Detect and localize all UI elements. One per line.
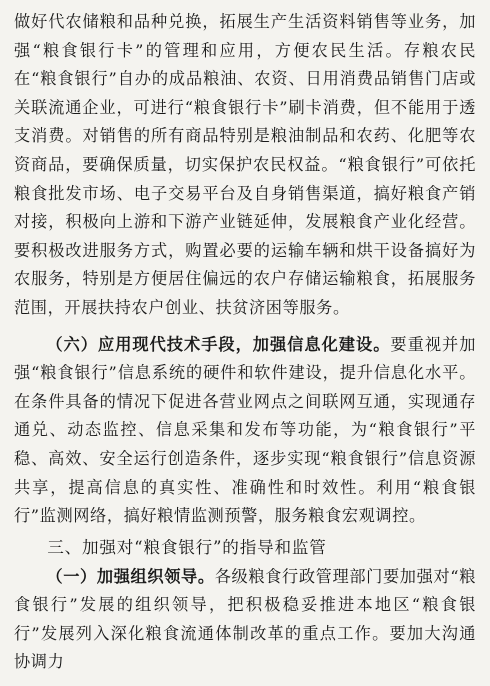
- paragraph-informatization-text: 要重视并加强“粮食银行”信息系统的硬件和软件建设，提升信息化水平。在条件具备的情况下促进各营业网点之间联网互通，实现通存通兑、动态监控、信息采集和发布等功能，为“粮食银行”平稳、高效、安全运行创造条件，逐步实现“粮食银行”信息资源共享，提高信息的真实性、准确性和时效性。利用“粮食银行”监测网络，搞好粮情监测预警，服务粮食宏观调控。: [14, 334, 477, 526]
- paragraph-services-text: 做好代农储粮和品种兑换，拓展生产生活资料销售等业务，加强“粮食银行卡”的管理和应用，方便农民生活。存粮农民在“粮食银行”自办的成品粮油、农资、日用消费品销售门店或关联流通企业，可进行“粮食银行卡”刷卡消费，但不能用于透支消费。对销售的所有商品特别是粮油制品和农药、化肥等农资商品，要确保质量，切实保护农民权益。“粮食银行”可依托粮食批发市场、电子交易平台及自身销售渠道，搞好粮食产销对接，积极向上游和下游产业链延伸，发展粮食产业化经营。要积极改进服务方式，购置必要的运输车辆和烘干设备搞好为农服务，特别是方便居住偏远的农户存储运输粮食，拓展服务范围，开展扶持农户创业、扶贫济困等服务。: [14, 12, 476, 317]
- paragraph-organization-lead: （一）加强组织领导。: [46, 566, 215, 586]
- paragraph-gap: [14, 323, 476, 331]
- section-heading: 三、加强对“粮食银行”的指导和监管: [47, 537, 327, 557]
- paragraph-organization-text: 各级粮食行政管理部门要加强对“粮食银行”发展的组织领导，把积极稳妥推进本地区“粮食银行”发展列入深化粮食流通体制改革的重点工作。要加大沟通协调力: [14, 566, 477, 672]
- paragraph-services: [14, 8, 476, 323]
- paragraph-informatization: [14, 331, 476, 531]
- paragraph-organization: [14, 563, 476, 677]
- paragraph-informatization-lead: （六）应用现代技术手段，加强信息化建设。: [46, 334, 391, 354]
